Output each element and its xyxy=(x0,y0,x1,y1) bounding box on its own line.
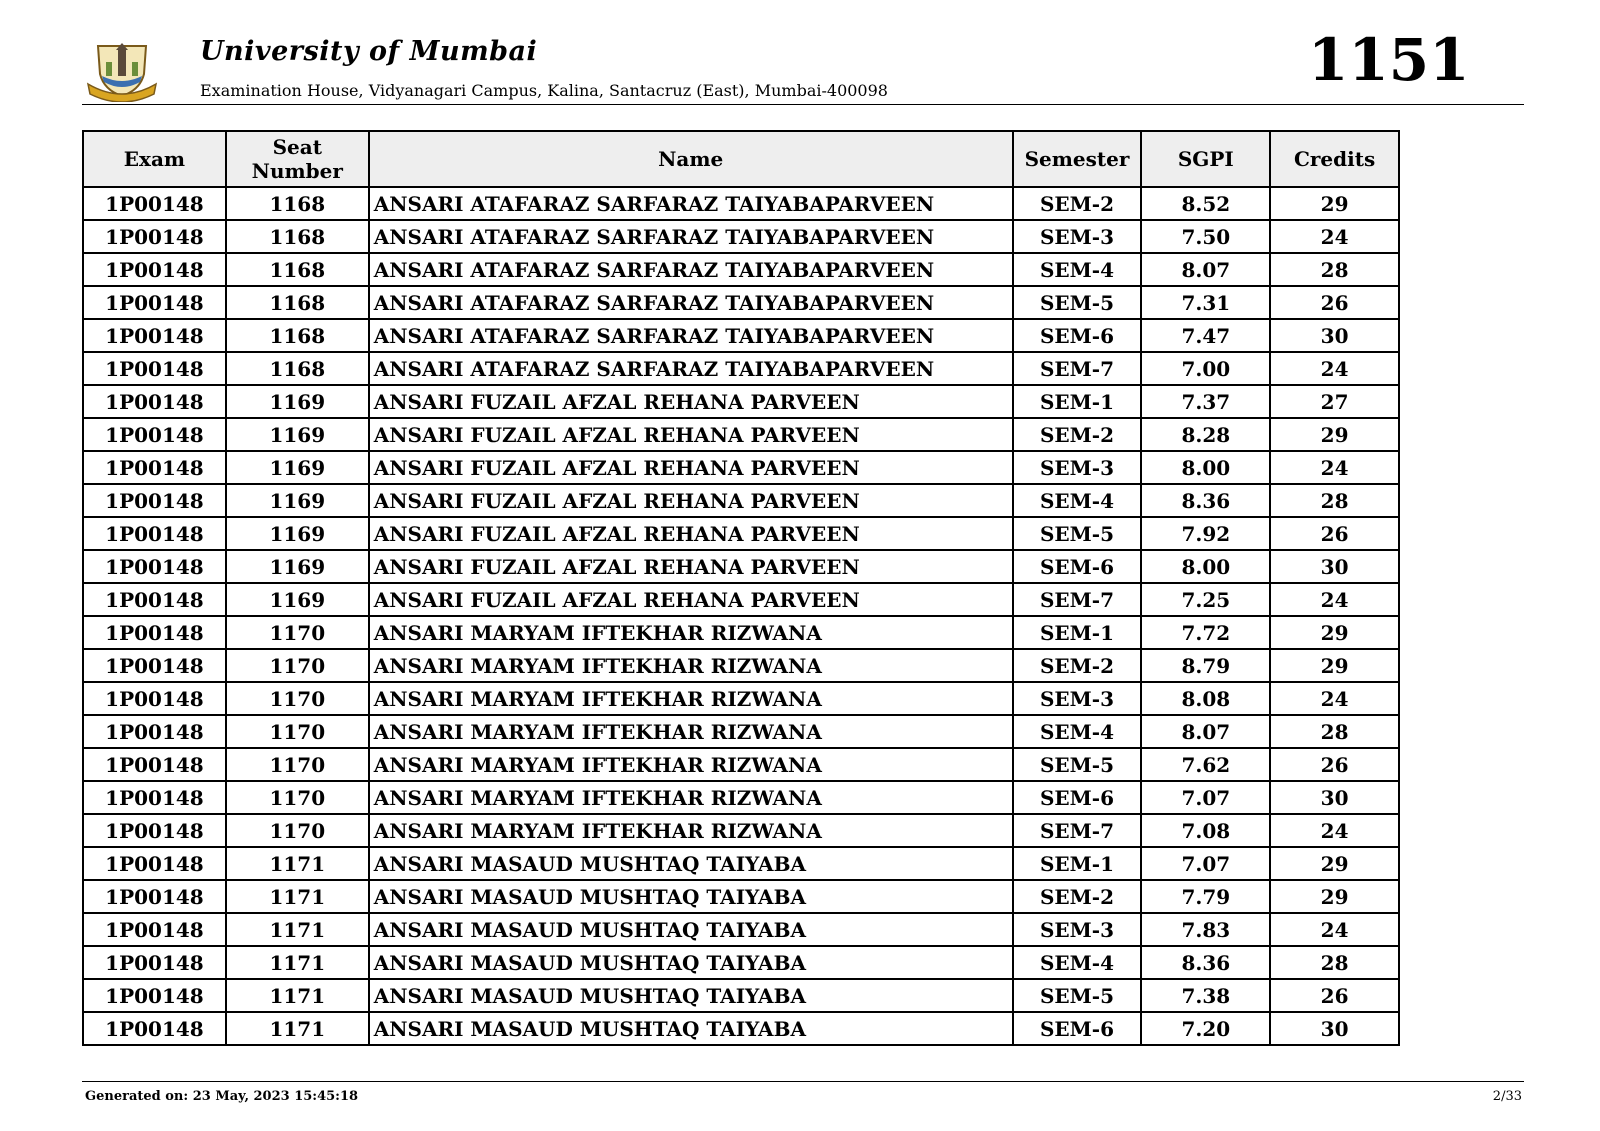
cell-seat-number: 1171 xyxy=(226,913,369,946)
cell-exam: 1P00148 xyxy=(83,913,226,946)
cell-semester: SEM-3 xyxy=(1013,913,1142,946)
table-row xyxy=(83,517,1399,550)
cell-credits: 29 xyxy=(1270,187,1399,220)
cell-semester: SEM-7 xyxy=(1013,583,1142,616)
cell-name: ANSARI FUZAIL AFZAL REHANA PARVEEN xyxy=(369,385,1013,418)
cell-name: ANSARI FUZAIL AFZAL REHANA PARVEEN xyxy=(369,418,1013,451)
university-crest-icon xyxy=(84,40,160,102)
cell-name: ANSARI ATAFARAZ SARFARAZ TAIYABAPARVEEN xyxy=(369,220,1013,253)
cell-semester: SEM-2 xyxy=(1013,418,1142,451)
cell-name: ANSARI ATAFARAZ SARFARAZ TAIYABAPARVEEN xyxy=(369,352,1013,385)
cell-seat-number: 1171 xyxy=(226,946,369,979)
cell-semester: SEM-5 xyxy=(1013,979,1142,1012)
cell-sgpi: 7.83 xyxy=(1141,913,1270,946)
cell-sgpi: 8.00 xyxy=(1141,550,1270,583)
cell-seat-number: 1170 xyxy=(226,616,369,649)
cell-sgpi: 7.08 xyxy=(1141,814,1270,847)
cell-sgpi: 8.36 xyxy=(1141,946,1270,979)
cell-name: ANSARI MARYAM IFTEKHAR RIZWANA xyxy=(369,781,1013,814)
cell-seat-number: 1168 xyxy=(226,319,369,352)
generated-timestamp: Generated on: 23 May, 2023 15:45:18 xyxy=(85,1089,359,1104)
cell-credits: 24 xyxy=(1270,583,1399,616)
cell-exam: 1P00148 xyxy=(83,187,226,220)
cell-semester: SEM-5 xyxy=(1013,748,1142,781)
table-row xyxy=(83,979,1399,1012)
cell-exam: 1P00148 xyxy=(83,550,226,583)
cell-semester: SEM-5 xyxy=(1013,286,1142,319)
table-row xyxy=(83,583,1399,616)
table-row xyxy=(83,814,1399,847)
cell-credits: 24 xyxy=(1270,451,1399,484)
cell-sgpi: 8.00 xyxy=(1141,451,1270,484)
cell-credits: 30 xyxy=(1270,319,1399,352)
cell-exam: 1P00148 xyxy=(83,286,226,319)
cell-exam: 1P00148 xyxy=(83,979,226,1012)
cell-credits: 29 xyxy=(1270,649,1399,682)
table-row xyxy=(83,781,1399,814)
cell-seat-number: 1169 xyxy=(226,583,369,616)
cell-seat-number: 1171 xyxy=(226,880,369,913)
cell-semester: SEM-6 xyxy=(1013,781,1142,814)
cell-semester: SEM-6 xyxy=(1013,1012,1142,1045)
cell-name: ANSARI MARYAM IFTEKHAR RIZWANA xyxy=(369,715,1013,748)
cell-semester: SEM-7 xyxy=(1013,814,1142,847)
cell-semester: SEM-4 xyxy=(1013,715,1142,748)
cell-semester: SEM-7 xyxy=(1013,352,1142,385)
cell-credits: 29 xyxy=(1270,847,1399,880)
cell-semester: SEM-1 xyxy=(1013,847,1142,880)
cell-exam: 1P00148 xyxy=(83,583,226,616)
cell-name: ANSARI ATAFARAZ SARFARAZ TAIYABAPARVEEN xyxy=(369,253,1013,286)
cell-exam: 1P00148 xyxy=(83,253,226,286)
cell-sgpi: 8.07 xyxy=(1141,253,1270,286)
footer-divider xyxy=(82,1081,1524,1082)
cell-sgpi: 7.92 xyxy=(1141,517,1270,550)
column-header-semester: Semester xyxy=(1013,131,1142,187)
cell-name: ANSARI MARYAM IFTEKHAR RIZWANA xyxy=(369,682,1013,715)
table-body xyxy=(83,187,1399,1045)
table-header-row xyxy=(83,131,1399,187)
cell-seat-number: 1168 xyxy=(226,286,369,319)
cell-sgpi: 7.07 xyxy=(1141,847,1270,880)
cell-semester: SEM-2 xyxy=(1013,880,1142,913)
cell-exam: 1P00148 xyxy=(83,418,226,451)
cell-seat-number: 1170 xyxy=(226,649,369,682)
cell-name: ANSARI MASAUD MUSHTAQ TAIYABA xyxy=(369,1012,1013,1045)
cell-credits: 26 xyxy=(1270,517,1399,550)
cell-credits: 30 xyxy=(1270,1012,1399,1045)
cell-exam: 1P00148 xyxy=(83,451,226,484)
cell-sgpi: 7.37 xyxy=(1141,385,1270,418)
table-row xyxy=(83,220,1399,253)
table-row xyxy=(83,616,1399,649)
cell-credits: 24 xyxy=(1270,913,1399,946)
cell-semester: SEM-4 xyxy=(1013,253,1142,286)
cell-seat-number: 1169 xyxy=(226,484,369,517)
table-row xyxy=(83,913,1399,946)
table-row xyxy=(83,847,1399,880)
cell-name: ANSARI FUZAIL AFZAL REHANA PARVEEN xyxy=(369,484,1013,517)
column-header-credits: Credits xyxy=(1270,131,1399,187)
cell-semester: SEM-6 xyxy=(1013,550,1142,583)
cell-sgpi: 7.79 xyxy=(1141,880,1270,913)
cell-credits: 30 xyxy=(1270,550,1399,583)
cell-seat-number: 1171 xyxy=(226,979,369,1012)
cell-exam: 1P00148 xyxy=(83,946,226,979)
cell-sgpi: 7.47 xyxy=(1141,319,1270,352)
results-table xyxy=(82,130,1400,1046)
table-row xyxy=(83,319,1399,352)
cell-name: ANSARI FUZAIL AFZAL REHANA PARVEEN xyxy=(369,451,1013,484)
cell-name: ANSARI FUZAIL AFZAL REHANA PARVEEN xyxy=(369,583,1013,616)
cell-name: ANSARI MASAUD MUSHTAQ TAIYABA xyxy=(369,913,1013,946)
cell-sgpi: 7.62 xyxy=(1141,748,1270,781)
column-header-name: Name xyxy=(369,131,1013,187)
cell-sgpi: 7.25 xyxy=(1141,583,1270,616)
column-header-exam: Exam xyxy=(83,131,226,187)
cell-exam: 1P00148 xyxy=(83,781,226,814)
cell-semester: SEM-5 xyxy=(1013,517,1142,550)
cell-credits: 29 xyxy=(1270,418,1399,451)
table-row xyxy=(83,286,1399,319)
cell-semester: SEM-1 xyxy=(1013,385,1142,418)
university-title: University of Mumbai xyxy=(200,36,538,67)
cell-seat-number: 1170 xyxy=(226,781,369,814)
cell-name: ANSARI MARYAM IFTEKHAR RIZWANA xyxy=(369,649,1013,682)
cell-credits: 28 xyxy=(1270,484,1399,517)
cell-semester: SEM-2 xyxy=(1013,187,1142,220)
cell-sgpi: 7.07 xyxy=(1141,781,1270,814)
table-row xyxy=(83,946,1399,979)
cell-name: ANSARI ATAFARAZ SARFARAZ TAIYABAPARVEEN xyxy=(369,319,1013,352)
table-row xyxy=(83,550,1399,583)
cell-semester: SEM-4 xyxy=(1013,484,1142,517)
cell-exam: 1P00148 xyxy=(83,748,226,781)
table-row xyxy=(83,748,1399,781)
column-header-seat-number: Seat Number xyxy=(226,131,369,187)
cell-exam: 1P00148 xyxy=(83,715,226,748)
cell-sgpi: 7.72 xyxy=(1141,616,1270,649)
page-number: 1151 xyxy=(1308,26,1470,94)
table-row xyxy=(83,385,1399,418)
cell-seat-number: 1168 xyxy=(226,253,369,286)
table-row xyxy=(83,682,1399,715)
cell-credits: 24 xyxy=(1270,220,1399,253)
cell-semester: SEM-1 xyxy=(1013,616,1142,649)
cell-seat-number: 1170 xyxy=(226,715,369,748)
cell-sgpi: 7.31 xyxy=(1141,286,1270,319)
cell-sgpi: 8.36 xyxy=(1141,484,1270,517)
cell-semester: SEM-6 xyxy=(1013,319,1142,352)
cell-exam: 1P00148 xyxy=(83,319,226,352)
cell-seat-number: 1170 xyxy=(226,748,369,781)
cell-seat-number: 1169 xyxy=(226,418,369,451)
cell-exam: 1P00148 xyxy=(83,814,226,847)
cell-credits: 26 xyxy=(1270,748,1399,781)
cell-exam: 1P00148 xyxy=(83,616,226,649)
cell-name: ANSARI MARYAM IFTEKHAR RIZWANA xyxy=(369,814,1013,847)
cell-exam: 1P00148 xyxy=(83,385,226,418)
cell-credits: 30 xyxy=(1270,781,1399,814)
column-header-sgpi: SGPI xyxy=(1141,131,1270,187)
cell-seat-number: 1168 xyxy=(226,187,369,220)
cell-exam: 1P00148 xyxy=(83,880,226,913)
cell-sgpi: 8.52 xyxy=(1141,187,1270,220)
university-address: Examination House, Vidyanagari Campus, Kalina, Santacruz (East), Mumbai-400098 xyxy=(200,81,888,100)
cell-name: ANSARI ATAFARAZ SARFARAZ TAIYABAPARVEEN xyxy=(369,187,1013,220)
cell-seat-number: 1168 xyxy=(226,220,369,253)
cell-credits: 26 xyxy=(1270,286,1399,319)
table-row xyxy=(83,880,1399,913)
cell-name: ANSARI MASAUD MUSHTAQ TAIYABA xyxy=(369,946,1013,979)
cell-seat-number: 1168 xyxy=(226,352,369,385)
cell-semester: SEM-3 xyxy=(1013,220,1142,253)
cell-name: ANSARI FUZAIL AFZAL REHANA PARVEEN xyxy=(369,517,1013,550)
cell-seat-number: 1171 xyxy=(226,847,369,880)
table-row xyxy=(83,187,1399,220)
cell-credits: 27 xyxy=(1270,385,1399,418)
header-divider xyxy=(82,104,1524,105)
table-row xyxy=(83,1012,1399,1045)
cell-semester: SEM-2 xyxy=(1013,649,1142,682)
cell-seat-number: 1169 xyxy=(226,517,369,550)
table-row xyxy=(83,649,1399,682)
cell-name: ANSARI ATAFARAZ SARFARAZ TAIYABAPARVEEN xyxy=(369,286,1013,319)
cell-credits: 29 xyxy=(1270,616,1399,649)
table-row xyxy=(83,715,1399,748)
cell-exam: 1P00148 xyxy=(83,517,226,550)
cell-credits: 28 xyxy=(1270,715,1399,748)
cell-sgpi: 7.38 xyxy=(1141,979,1270,1012)
table-row xyxy=(83,418,1399,451)
cell-name: ANSARI MARYAM IFTEKHAR RIZWANA xyxy=(369,748,1013,781)
cell-exam: 1P00148 xyxy=(83,649,226,682)
cell-sgpi: 8.28 xyxy=(1141,418,1270,451)
table-row xyxy=(83,253,1399,286)
cell-sgpi: 8.08 xyxy=(1141,682,1270,715)
cell-exam: 1P00148 xyxy=(83,220,226,253)
cell-seat-number: 1169 xyxy=(226,385,369,418)
cell-exam: 1P00148 xyxy=(83,847,226,880)
table-row xyxy=(83,352,1399,385)
cell-sgpi: 8.79 xyxy=(1141,649,1270,682)
page-count: 2/33 xyxy=(1492,1089,1522,1104)
cell-semester: SEM-4 xyxy=(1013,946,1142,979)
cell-credits: 29 xyxy=(1270,880,1399,913)
cell-sgpi: 7.50 xyxy=(1141,220,1270,253)
cell-credits: 24 xyxy=(1270,352,1399,385)
cell-credits: 24 xyxy=(1270,814,1399,847)
cell-name: ANSARI MASAUD MUSHTAQ TAIYABA xyxy=(369,979,1013,1012)
cell-semester: SEM-3 xyxy=(1013,451,1142,484)
cell-exam: 1P00148 xyxy=(83,484,226,517)
cell-seat-number: 1170 xyxy=(226,682,369,715)
cell-name: ANSARI MASAUD MUSHTAQ TAIYABA xyxy=(369,847,1013,880)
cell-exam: 1P00148 xyxy=(83,682,226,715)
cell-sgpi: 7.20 xyxy=(1141,1012,1270,1045)
cell-sgpi: 7.00 xyxy=(1141,352,1270,385)
table-row xyxy=(83,484,1399,517)
cell-sgpi: 8.07 xyxy=(1141,715,1270,748)
cell-seat-number: 1170 xyxy=(226,814,369,847)
cell-seat-number: 1169 xyxy=(226,550,369,583)
cell-credits: 26 xyxy=(1270,979,1399,1012)
cell-credits: 28 xyxy=(1270,946,1399,979)
cell-name: ANSARI FUZAIL AFZAL REHANA PARVEEN xyxy=(369,550,1013,583)
cell-credits: 24 xyxy=(1270,682,1399,715)
cell-semester: SEM-3 xyxy=(1013,682,1142,715)
table-row xyxy=(83,451,1399,484)
cell-exam: 1P00148 xyxy=(83,1012,226,1045)
cell-name: ANSARI MARYAM IFTEKHAR RIZWANA xyxy=(369,616,1013,649)
cell-credits: 28 xyxy=(1270,253,1399,286)
cell-seat-number: 1171 xyxy=(226,1012,369,1045)
cell-seat-number: 1169 xyxy=(226,451,369,484)
cell-name: ANSARI MASAUD MUSHTAQ TAIYABA xyxy=(369,880,1013,913)
cell-exam: 1P00148 xyxy=(83,352,226,385)
